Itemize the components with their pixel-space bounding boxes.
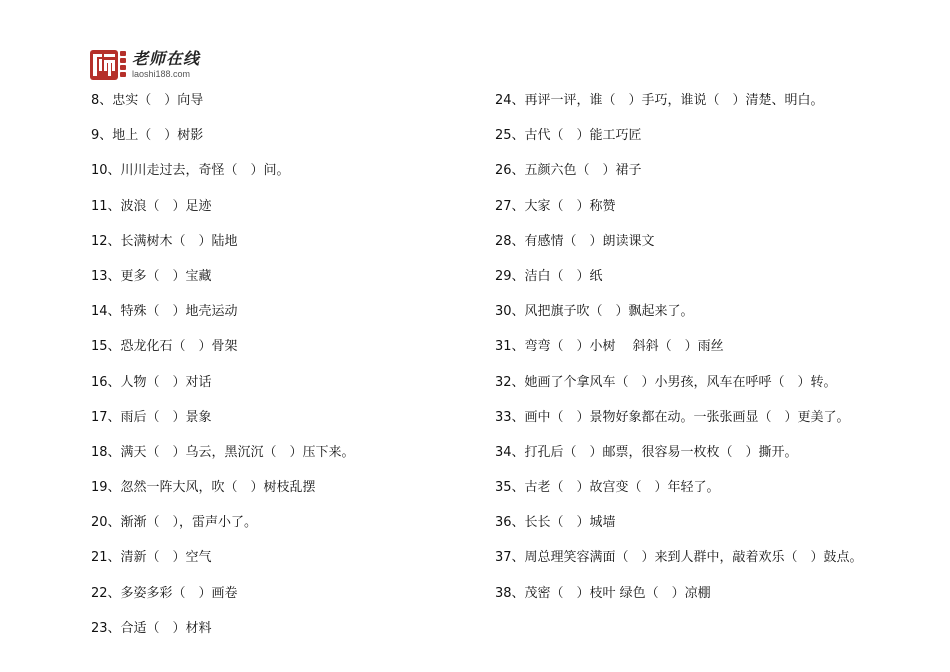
question-item: 18、满天（ ）乌云，黑沉沉（ ）压下来。 [91, 444, 355, 460]
question-item: 21、清新（ ）空气 [91, 550, 212, 566]
logo-text [132, 50, 200, 79]
question-item: 29、洁白（ ）纸 [495, 268, 603, 284]
logo-url: laoshi188.com [132, 69, 191, 79]
question-item: 32、她画了个拿风车（ ）小男孩，风车在呼呼（ ）转。 [495, 374, 837, 390]
question-item: 9、地上（ ）树影 [91, 128, 204, 144]
site-logo [90, 50, 200, 82]
question-list-left [91, 83, 481, 646]
question-item: 33、画中（ ）景物好象都在动。一张张画显（ ）更美了。 [495, 409, 850, 425]
question-item: 20、渐渐（ ），雷声小了。 [91, 515, 258, 531]
question-item: 13、更多（ ）宝藏 [91, 268, 212, 284]
question-item: 23、合适（ ）材料 [91, 620, 212, 636]
seal-vertical-mark-icon [120, 51, 128, 77]
seal-logo-icon [90, 50, 118, 80]
question-item: 25、古代（ ）能工巧匠 [495, 128, 642, 144]
question-item: 11、波浪（ ）足迹 [91, 198, 212, 214]
question-item: 12、长满树木（ ）陆地 [91, 233, 238, 249]
question-item: 8、忠实（ ）向导 [91, 93, 204, 108]
question-item: 16、人物（ ）对话 [91, 374, 212, 390]
question-item: 28、有感情（ ）朗读课文 [495, 233, 655, 249]
question-item: 34、打孔后（ ）邮票，很容易一枚枚（ ）撕开。 [495, 444, 798, 460]
question-item: 22、多姿多彩（ ）画卷 [91, 585, 238, 601]
question-item: 38、茂密（ ）枝叶 绿色（ ）凉棚 [495, 585, 711, 601]
question-item: 35、古老（ ）故宫变（ ）年轻了。 [495, 480, 720, 496]
question-item: 36、长长（ ）城墙 [495, 515, 616, 531]
question-item: 19、忽然一阵大风，吹（ ）树枝乱摆 [91, 480, 316, 496]
question-list-right [495, 83, 925, 611]
question-item: 17、雨后（ ）景象 [91, 409, 212, 425]
question-item: 37、周总理笑容满面（ ）来到人群中，敲着欢乐（ ）鼓点。 [495, 550, 863, 566]
question-item: 15、恐龙化石（ ）骨架 [91, 339, 238, 355]
question-item: 26、五颜六色（ ）裙子 [495, 163, 642, 179]
question-item: 27、大家（ ）称赞 [495, 198, 616, 214]
question-item: 31、弯弯（ ）小树 斜斜（ ）雨丝 [495, 339, 724, 355]
question-item: 30、风把旗子吹（ ）飘起来了。 [495, 304, 694, 320]
question-item: 24、再评一评，谁（ ）手巧，谁说（ ）清楚、明白。 [495, 93, 824, 108]
logo-name: 老师在线 [132, 49, 201, 68]
question-item: 14、特殊（ ）地壳运动 [91, 304, 238, 320]
question-item: 10、川川走过去，奇怪（ ）问。 [91, 163, 290, 179]
